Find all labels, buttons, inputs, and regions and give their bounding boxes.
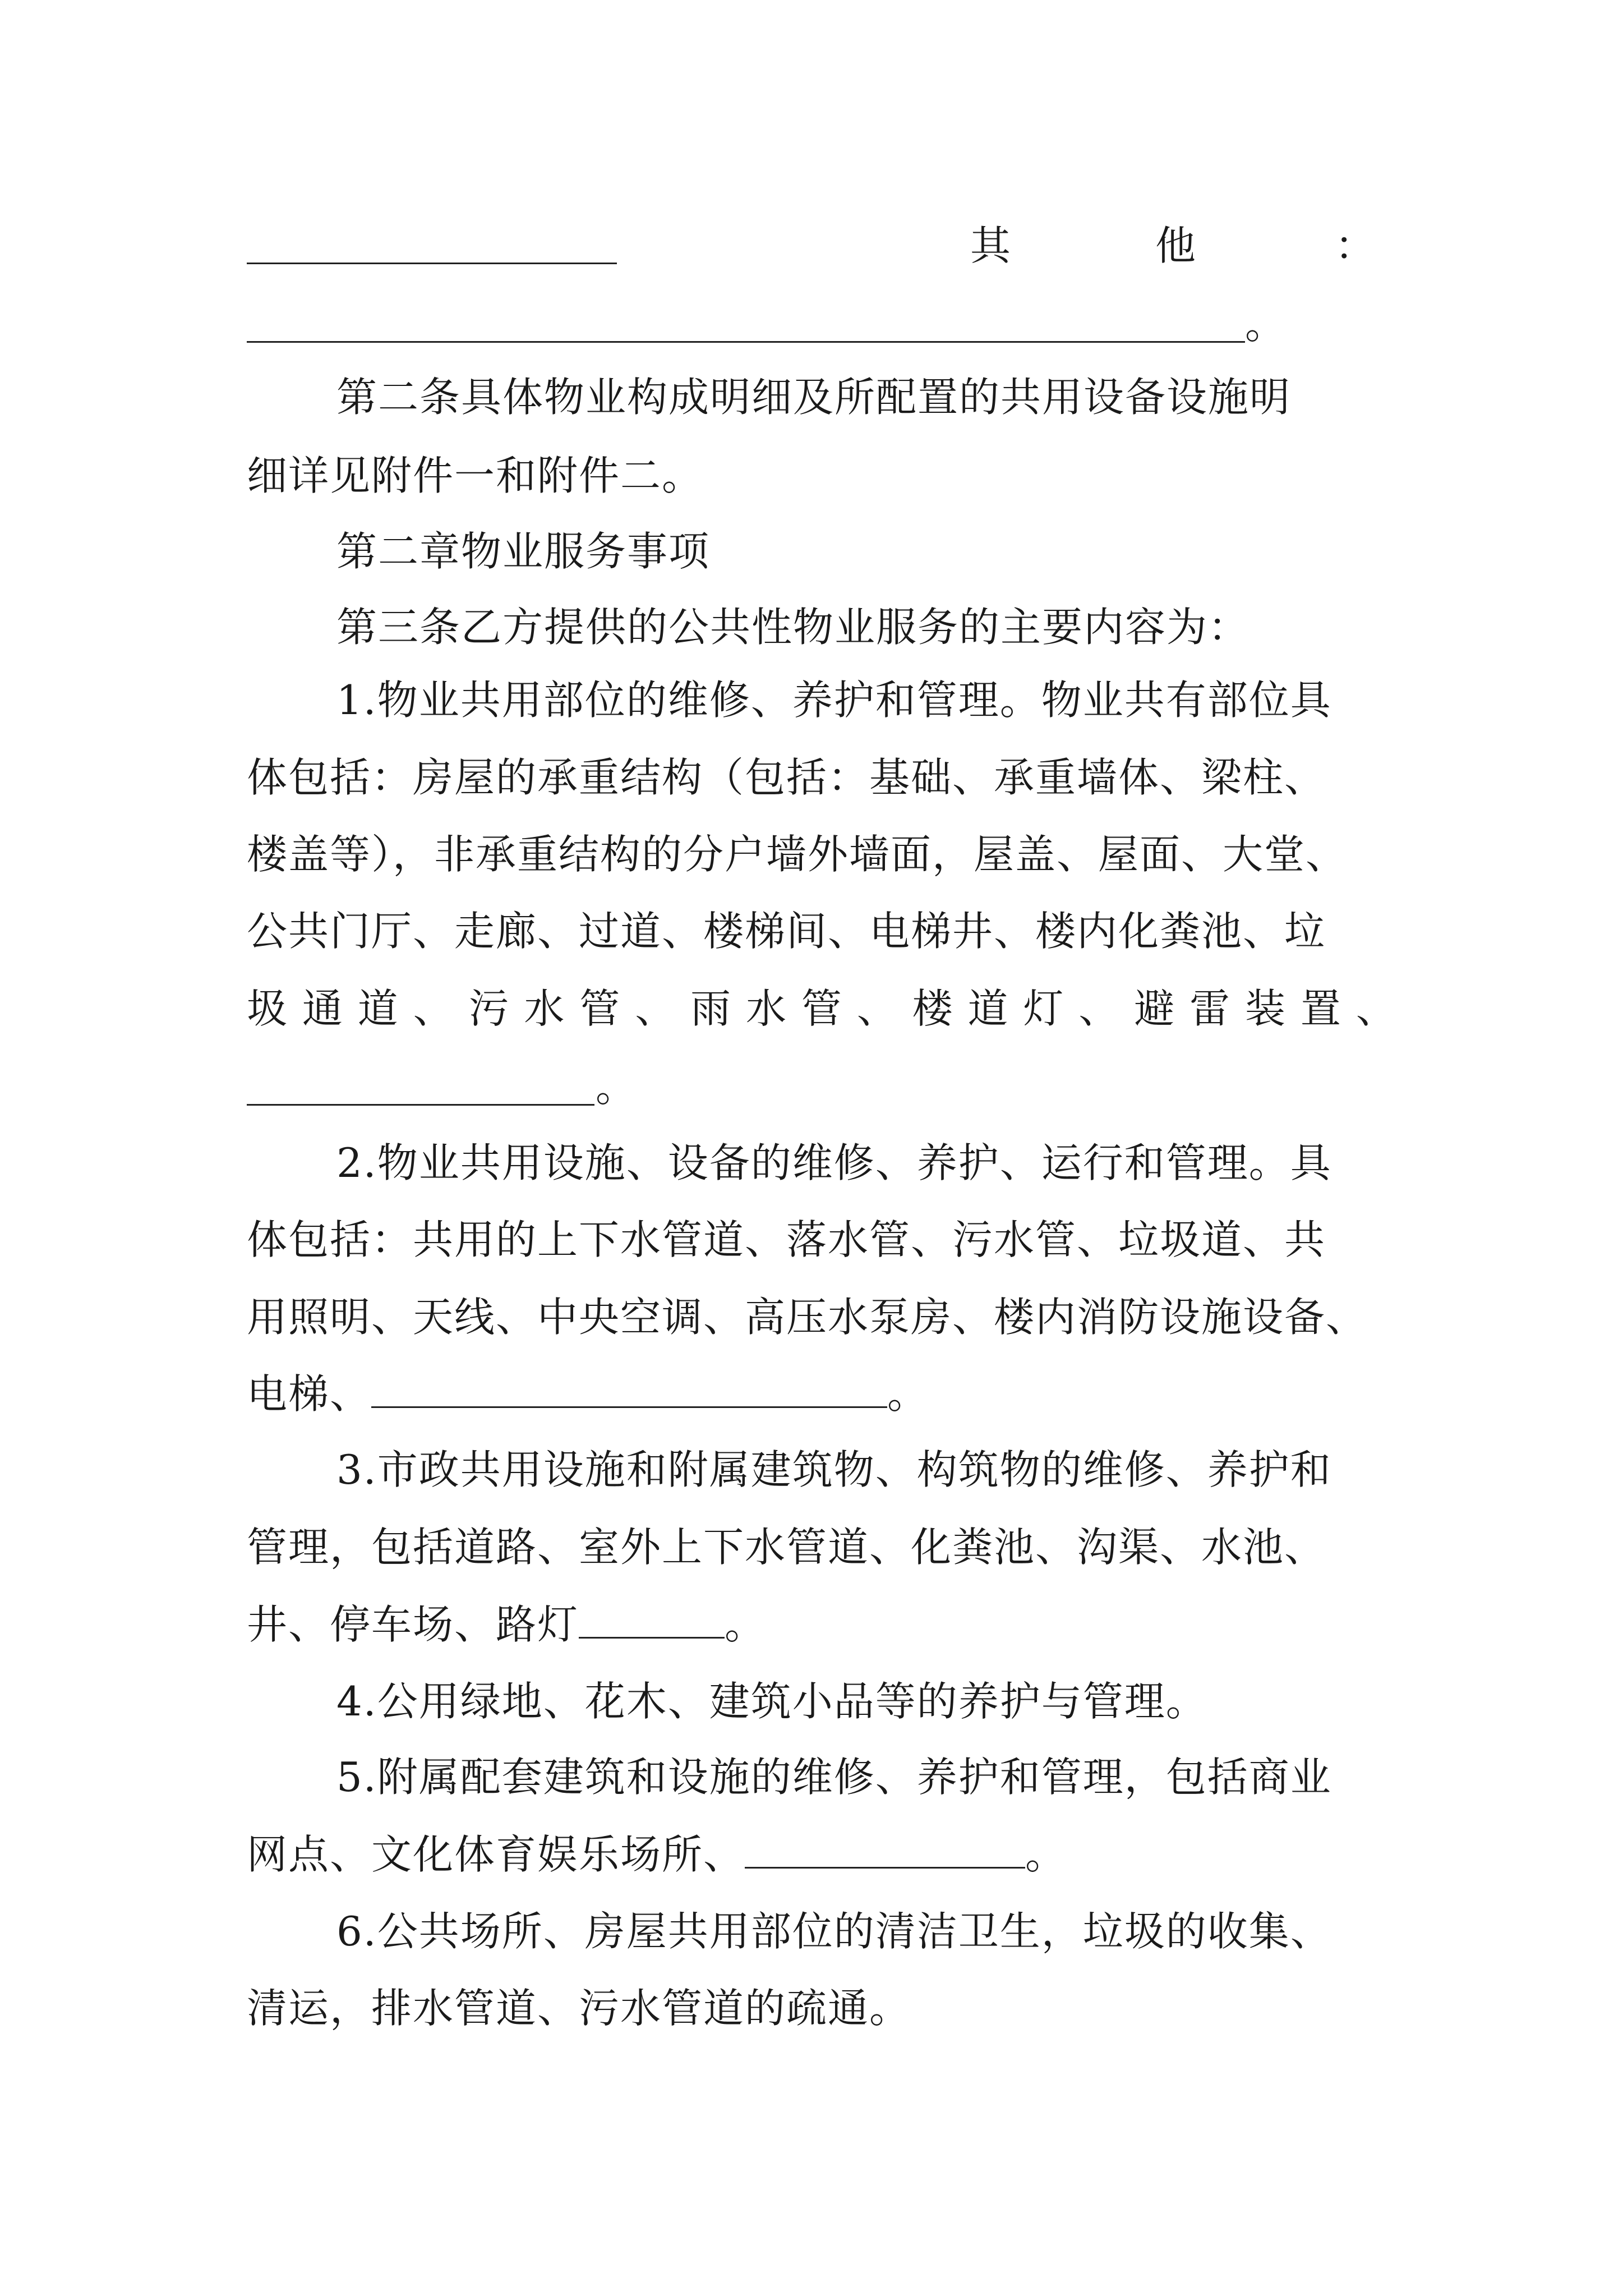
article-3-intro: 第三条乙方提供的公共性物业服务的主要内容为： — [336, 604, 1250, 651]
article-2-line-1: 第二条具体物业构成明细及所配置的共用设备设施明 — [336, 374, 1292, 421]
item-1-line-3: 楼盖等），非承重结构的分户墙外墙面，屋盖、屋面、大堂、 — [247, 831, 1348, 878]
item-3-line-3-start: 井、停车场、路灯 — [247, 1601, 579, 1648]
blank-line-other — [247, 307, 1245, 343]
chapter-2-heading: 第二章物业服务事项 — [336, 528, 711, 575]
other-char-1: 其 — [970, 222, 1011, 269]
item-1-end-mark: 。 — [596, 1064, 637, 1111]
blank-item-5 — [745, 1833, 1025, 1869]
item-2-line-2: 体包括：共用的上下水管道、落水管、污水管、垃圾道、共 — [247, 1216, 1326, 1263]
blank-line-other-prefix — [247, 229, 617, 264]
other-colon: ： — [1335, 222, 1376, 269]
item-1-line-1: 1.物业共用部位的维修、养护和管理。物业共有部位具 — [336, 677, 1332, 724]
item-1-line-4: 公共门厅、走廊、过道、楼梯间、电梯井、楼内化粪池、垃 — [247, 908, 1326, 955]
item-5-line-2-start: 网点、文化体育娱乐场所、 — [247, 1831, 745, 1878]
item-3-end-mark: 。 — [725, 1601, 767, 1648]
item-2-line-1: 2.物业共用设施、设备的维修、养护、运行和管理。具 — [336, 1139, 1332, 1186]
item-6-line-1: 6.公共场所、房屋共用部位的清洁卫生，垃圾的收集、 — [336, 1908, 1332, 1955]
item-3-line-2: 管理，包括道路、室外上下水管道、化粪池、沟渠、水池、 — [247, 1524, 1326, 1571]
other-end-mark: 。 — [1245, 301, 1286, 348]
other-char-2: 他 — [1155, 222, 1196, 269]
blank-item-3 — [579, 1603, 725, 1639]
item-3-line-3 — [247, 1598, 1385, 1651]
item-6-line-2: 清运，排水管道、污水管道的疏通。 — [247, 1985, 911, 2032]
item-4-line: 4.公用绿地、花木、建筑小品等的养护与管理。 — [336, 1678, 1207, 1725]
item-1-line-2: 体包括：房屋的承重结构（包括：基础、承重墙体、梁柱、 — [247, 754, 1326, 801]
item-1-line-5: 圾 通 道 、 污 水 管 、 雨 水 管 、 楼 道 灯 、 避 雷 装 置 、 — [247, 985, 1398, 1032]
item-2-line-4-start: 电梯、 — [247, 1370, 372, 1418]
blank-item-1 — [247, 1070, 594, 1106]
item-5-end-mark: 。 — [1025, 1831, 1067, 1878]
item-2-line-4 — [247, 1367, 1385, 1421]
item-5-line-2 — [247, 1828, 1385, 1881]
blank-item-2 — [371, 1373, 887, 1408]
item-3-line-1: 3.市政共用设施和附属建筑物、构筑物的维修、养护和 — [336, 1446, 1332, 1493]
article-2-line-2: 细详见附件一和附件二。 — [247, 452, 704, 499]
item-2-end-mark: 。 — [887, 1370, 929, 1418]
item-2-line-3: 用照明、天线、中央空调、高压水泵房、楼内消防设施设备、 — [247, 1294, 1368, 1341]
item-5-line-1: 5.附属配套建筑和设施的维修、养护和管理，包括商业 — [336, 1754, 1332, 1801]
